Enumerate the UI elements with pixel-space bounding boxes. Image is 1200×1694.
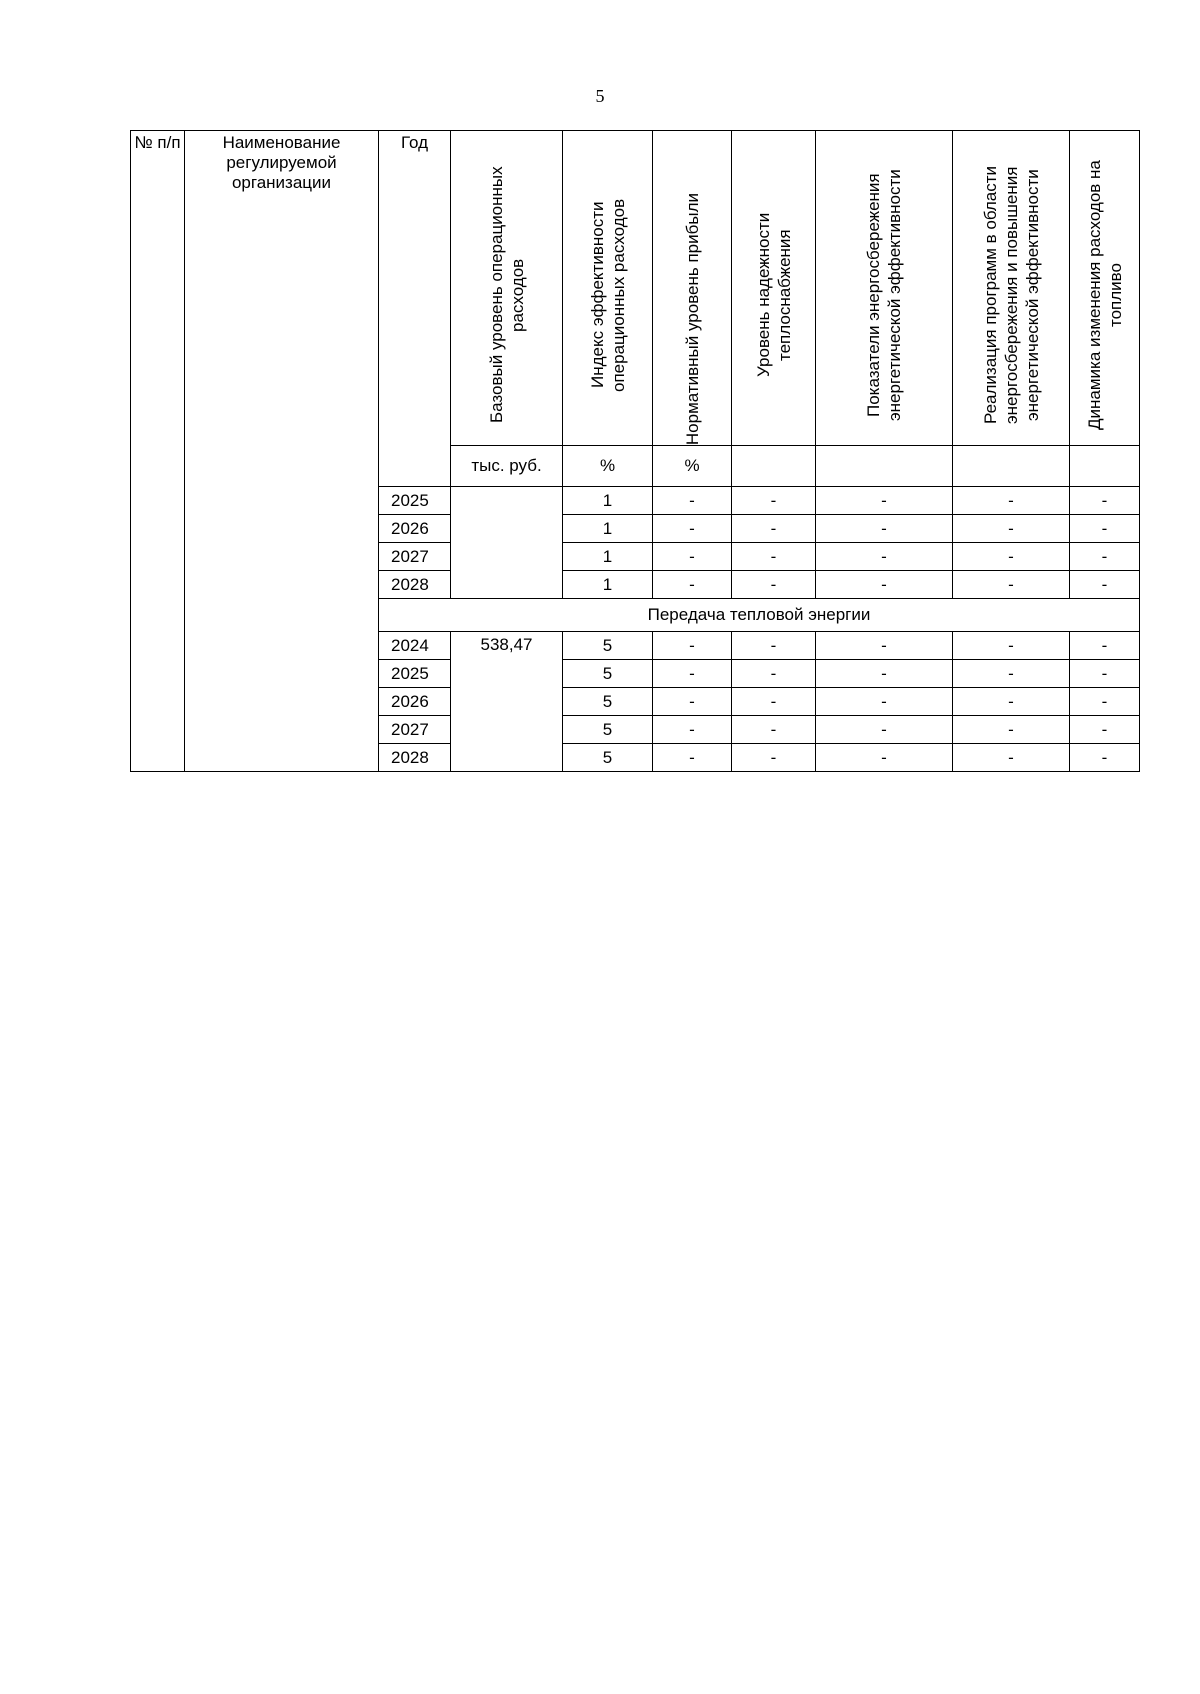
header-energy-saving: Показатели энергосбережения энергетической эффективности bbox=[816, 131, 953, 446]
unit-normative-profit: % bbox=[653, 446, 732, 487]
section-title: Передача тепловой энергии bbox=[379, 599, 1140, 632]
unit-energy-saving bbox=[816, 446, 953, 487]
header-efficiency-index: Индекс эффективности операционных расходов bbox=[563, 131, 653, 446]
header-programs: Реализация программ в области энергосбережения и повышения энергетической эффективности bbox=[953, 131, 1070, 446]
unit-efficiency-index: % bbox=[563, 446, 653, 487]
table-row: 2027 1 - - - - - bbox=[131, 543, 1140, 571]
header-num: № п/п bbox=[131, 131, 185, 772]
page-number: 5 bbox=[595, 86, 605, 106]
header-fuel-dynamics: Динамика изменения расходов на топливо bbox=[1070, 131, 1140, 446]
header-normative-profit: Нормативный уровень прибыли bbox=[653, 131, 732, 446]
unit-programs bbox=[953, 446, 1070, 487]
table-row: 2028 1 - - - - - bbox=[131, 571, 1140, 599]
base-level-empty bbox=[451, 487, 563, 599]
table-row: 2026 1 - - - - - bbox=[131, 515, 1140, 543]
header-year: Год bbox=[379, 131, 451, 487]
table-row: 2028 5 - - - - - bbox=[131, 744, 1140, 772]
base-level-value: 538,47 bbox=[451, 632, 563, 772]
unit-base-level: тыс. руб. bbox=[451, 446, 563, 487]
table-row: 2027 5 - - - - - bbox=[131, 716, 1140, 744]
unit-fuel-dynamics bbox=[1070, 446, 1140, 487]
header-org-name: Наименование регулируемой организации bbox=[185, 131, 379, 772]
table-row: 2025 1 - - - - - bbox=[131, 487, 1140, 515]
header-reliability: Уровень надежности теплоснабжения bbox=[732, 131, 816, 446]
table-row: 2026 5 - - - - - bbox=[131, 688, 1140, 716]
tariff-table bbox=[130, 130, 1140, 772]
table-row: 2025 5 - - - - - bbox=[131, 660, 1140, 688]
header-base-level: Базовый уровень операционных расходов bbox=[451, 131, 563, 446]
table-row: 2024 538,47 5 - - - - - bbox=[131, 632, 1140, 660]
unit-reliability bbox=[732, 446, 816, 487]
